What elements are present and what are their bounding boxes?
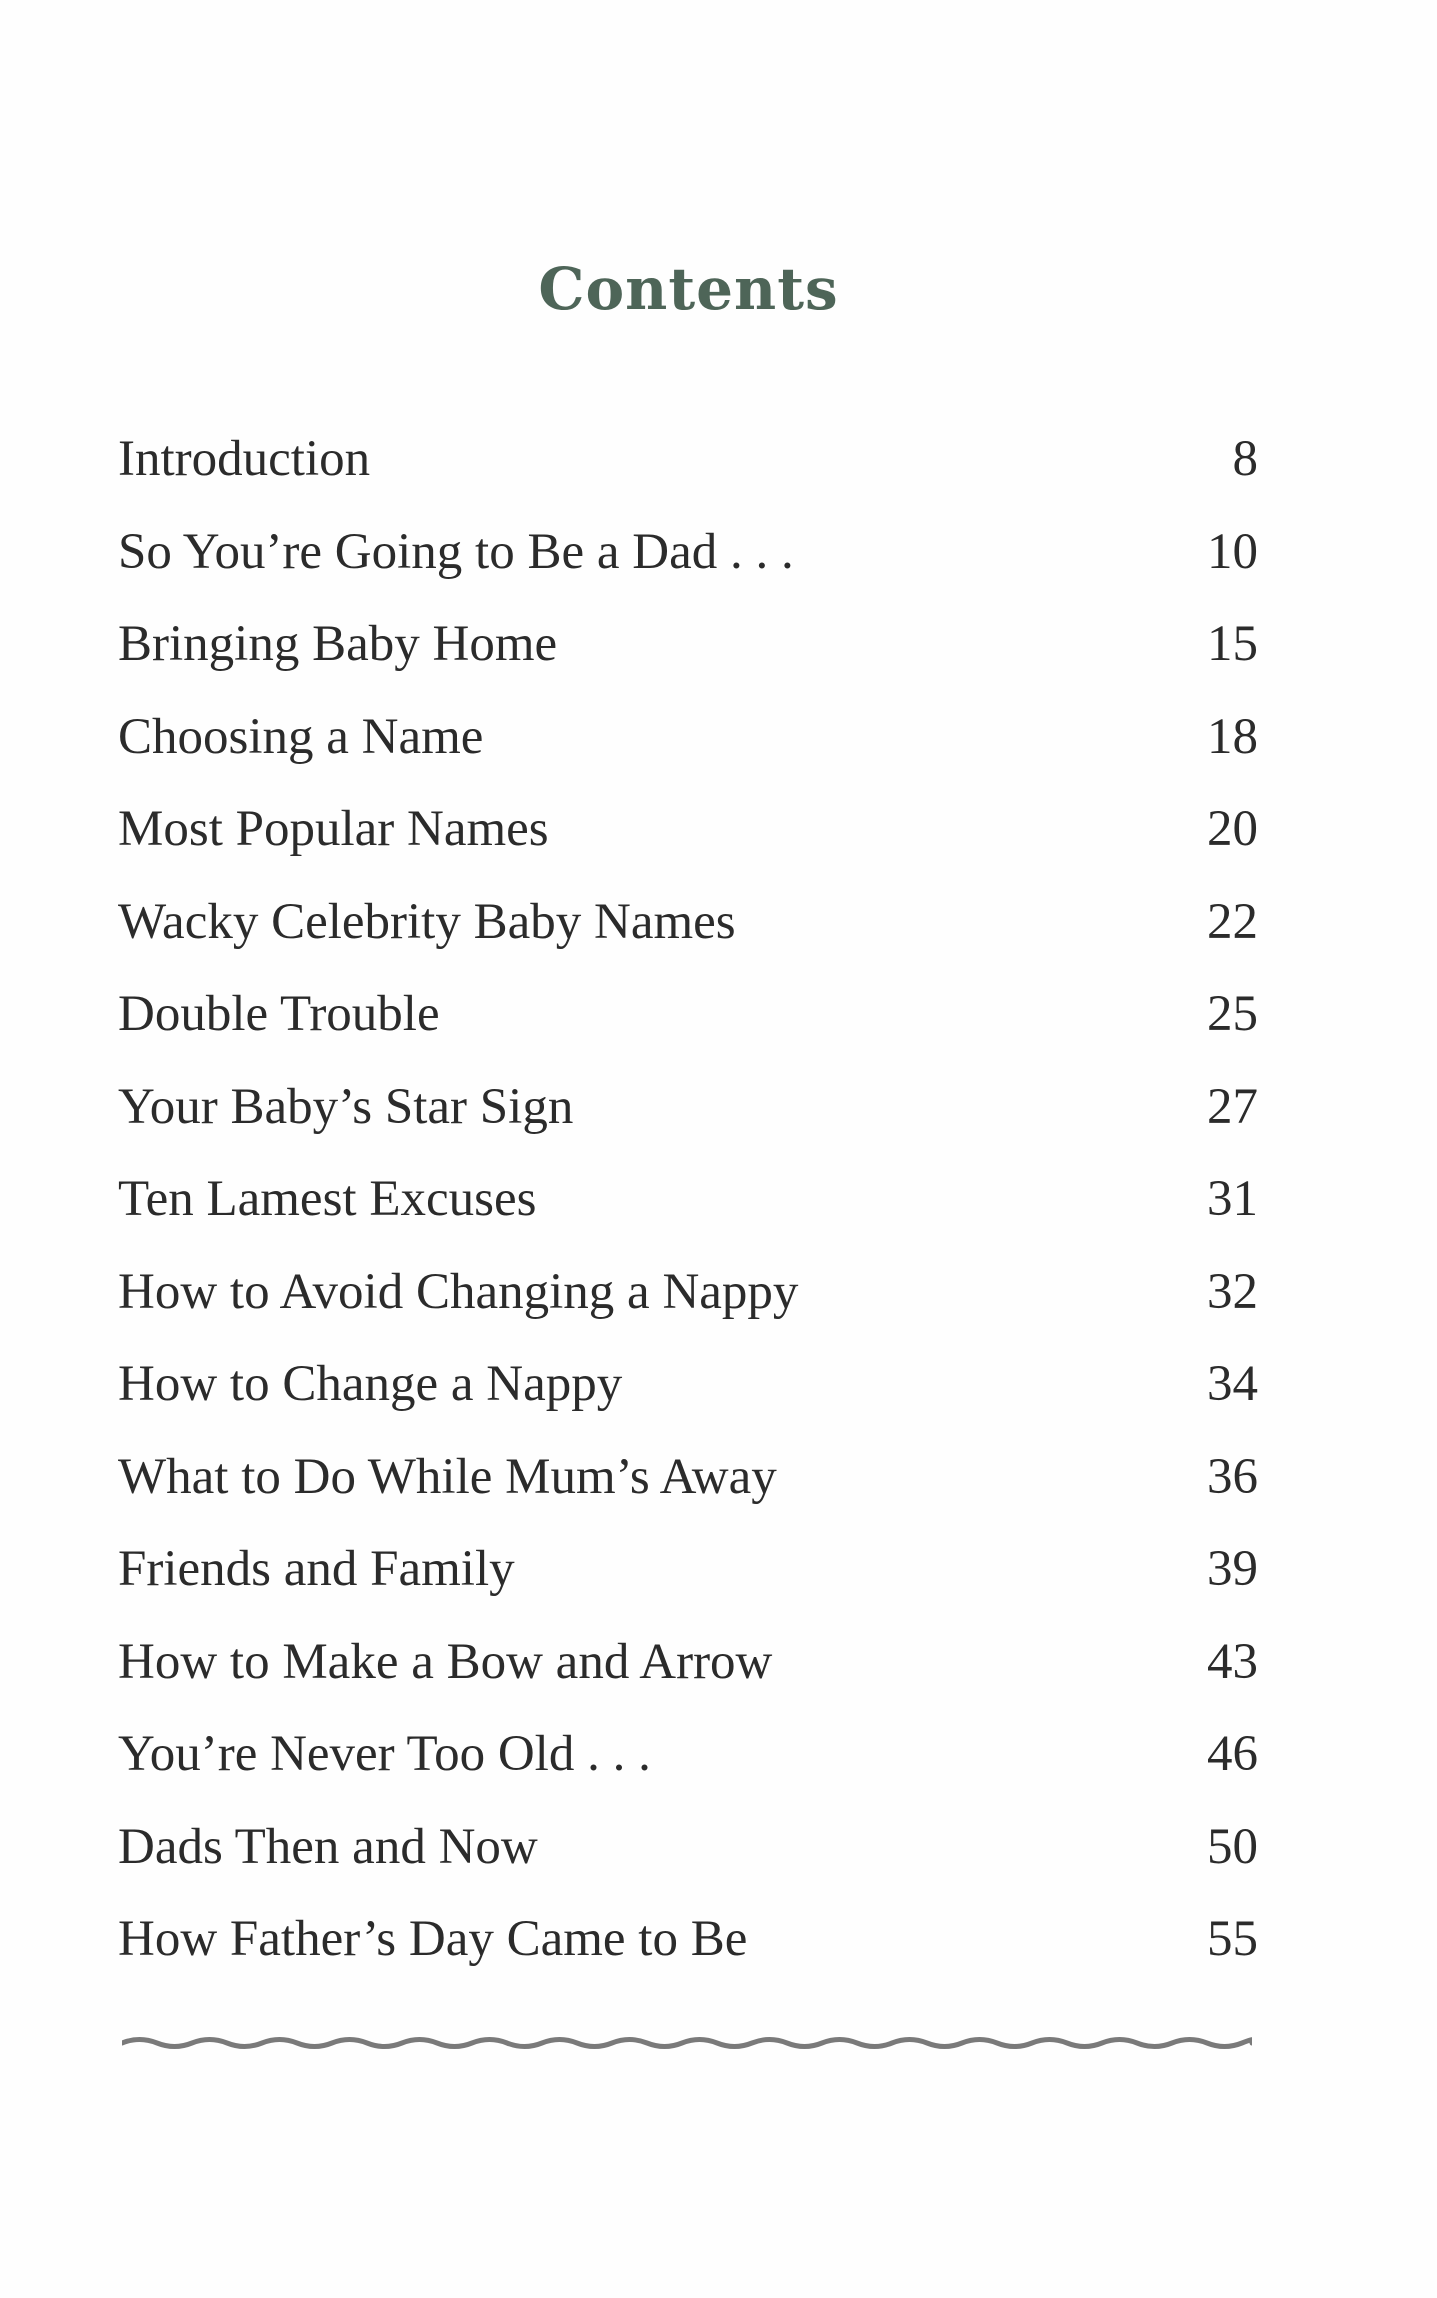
toc-entry-page: 55 xyxy=(1207,1911,1258,1967)
toc-entry-label: How to Make a Bow and Arrow xyxy=(118,1633,773,1690)
toc-entry xyxy=(118,708,1258,801)
toc-entry-page: 34 xyxy=(1207,1356,1258,1412)
toc-entry xyxy=(118,985,1258,1078)
toc-entry-page: 10 xyxy=(1207,523,1258,580)
toc-entry-page: 15 xyxy=(1207,616,1258,672)
toc-entry-page: 22 xyxy=(1207,893,1258,950)
decorative-wavy-rule xyxy=(122,2032,1252,2054)
toc-entry xyxy=(118,1818,1258,1911)
toc-entry xyxy=(118,430,1258,523)
toc-entry-page: 8 xyxy=(1232,431,1258,487)
toc-entry-label: Bringing Baby Home xyxy=(118,616,558,672)
toc-entry-label: So You’re Going to Be a Dad . . . xyxy=(118,523,794,580)
toc-entry xyxy=(118,1263,1258,1356)
toc-entry-page: 31 xyxy=(1207,1171,1258,1227)
toc-entry xyxy=(118,1910,1258,2003)
table-of-contents xyxy=(118,430,1258,2003)
toc-entry xyxy=(118,1633,1258,1726)
toc-entry-page: 25 xyxy=(1207,986,1258,1042)
toc-entry xyxy=(118,1170,1258,1263)
wavy-rule-line xyxy=(122,2040,1252,2047)
toc-entry-page: 18 xyxy=(1207,708,1258,765)
toc-entry-page: 50 xyxy=(1207,1818,1258,1875)
toc-entry xyxy=(118,800,1258,893)
toc-entry-label: Your Baby’s Star Sign xyxy=(118,1078,574,1135)
toc-entry-label: Ten Lamest Excuses xyxy=(118,1171,537,1227)
toc-entry-label: How to Avoid Changing a Nappy xyxy=(118,1263,799,1320)
toc-entry xyxy=(118,1725,1258,1818)
toc-entry-label: Friends and Family xyxy=(118,1541,515,1597)
toc-entry-label: Dads Then and Now xyxy=(118,1818,538,1875)
toc-entry xyxy=(118,893,1258,986)
toc-entry xyxy=(118,1355,1258,1448)
toc-entry-label: Introduction xyxy=(118,431,371,487)
toc-entry-page: 39 xyxy=(1207,1541,1258,1597)
toc-entry xyxy=(118,1078,1258,1171)
toc-entry-page: 46 xyxy=(1207,1726,1258,1782)
toc-entry-label: How to Change a Nappy xyxy=(118,1356,623,1412)
page-title-text: Contents xyxy=(538,255,839,323)
toc-entry xyxy=(118,615,1258,708)
page-title xyxy=(0,255,1437,323)
toc-entry-label: You’re Never Too Old . . . xyxy=(118,1726,651,1782)
toc-entry xyxy=(118,1540,1258,1633)
toc-entry xyxy=(118,1448,1258,1541)
toc-entry xyxy=(118,523,1258,616)
toc-entry-page: 43 xyxy=(1207,1633,1258,1690)
toc-entry-label: Most Popular Names xyxy=(118,801,549,857)
toc-entry-label: Wacky Celebrity Baby Names xyxy=(118,893,736,950)
toc-entry-page: 20 xyxy=(1207,801,1258,857)
toc-entry-label: Choosing a Name xyxy=(118,708,484,765)
toc-entry-label: How Father’s Day Came to Be xyxy=(118,1911,748,1967)
toc-entry-page: 27 xyxy=(1207,1078,1258,1135)
toc-entry-label: What to Do While Mum’s Away xyxy=(118,1448,777,1505)
toc-entry-page: 36 xyxy=(1207,1448,1258,1505)
toc-entry-label: Double Trouble xyxy=(118,986,440,1042)
toc-entry-page: 32 xyxy=(1207,1263,1258,1320)
